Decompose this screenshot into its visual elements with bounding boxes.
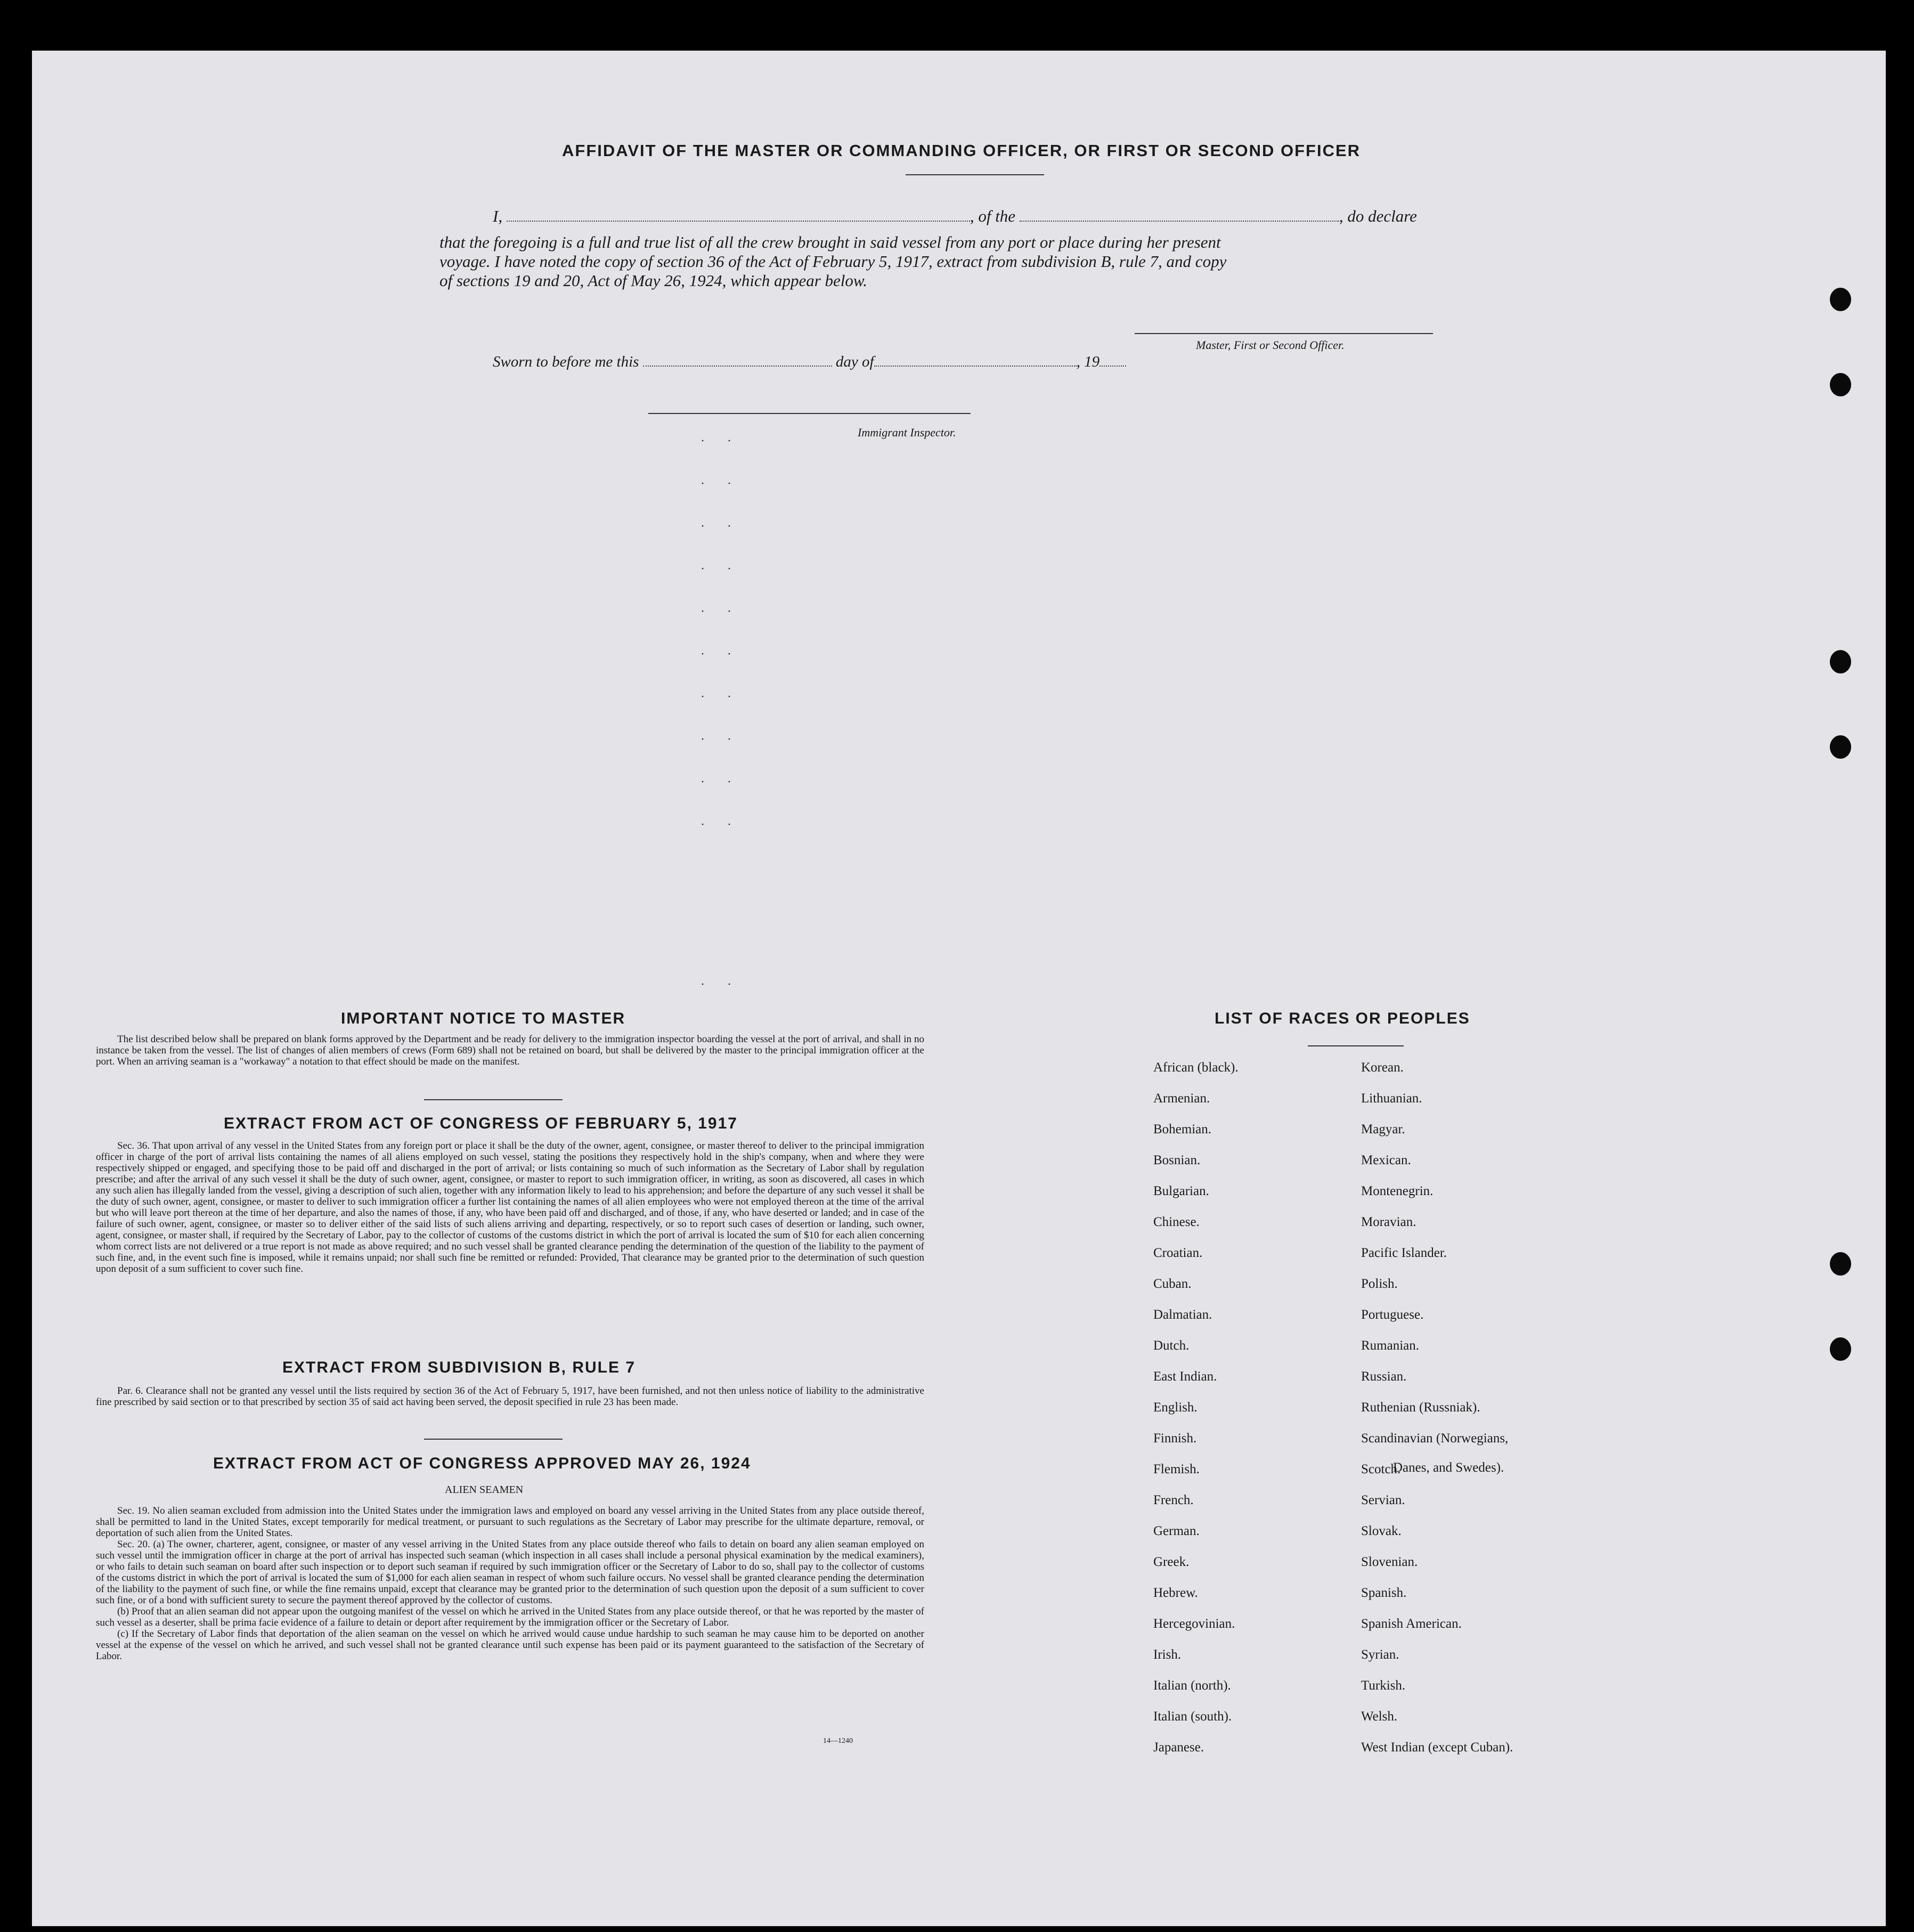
vessel-field[interactable] [1020, 210, 1339, 222]
alien-seamen-subtitle: ALIEN SEAMEN [445, 1484, 524, 1496]
race-item: Moravian. [1361, 1215, 1416, 1229]
column-marks: · · [701, 978, 741, 992]
affidavit-i: I, [493, 207, 503, 225]
race-item: Greek. [1153, 1555, 1190, 1569]
race-item: Cuban. [1153, 1277, 1192, 1291]
extract-1917-text [96, 1140, 924, 1275]
affidavit-line1 [439, 207, 1505, 226]
notice-title: IMPORTANT NOTICE TO MASTER [341, 1010, 626, 1027]
race-item: Bosnian. [1153, 1153, 1201, 1167]
race-item: Slovak. [1361, 1524, 1402, 1538]
races-left-column [1153, 1060, 1366, 1812]
column-marks: · · [701, 690, 741, 704]
race-item: East Indian. [1153, 1369, 1217, 1384]
inspector-signature-line[interactable] [648, 413, 971, 414]
race-item: Rumanian. [1361, 1338, 1420, 1353]
races-title-rule [1308, 1045, 1404, 1046]
race-item: Montenegrin. [1361, 1184, 1434, 1198]
punch-hole [1830, 1337, 1851, 1361]
race-item: Flemish. [1153, 1462, 1200, 1476]
day-of-label: day of [835, 353, 874, 370]
section-rule [424, 1439, 563, 1440]
sworn-year-field[interactable] [1099, 355, 1126, 367]
race-item: French. [1153, 1493, 1194, 1507]
master-signature-line[interactable] [1135, 333, 1433, 334]
affidavit-of-the: , of the [970, 207, 1016, 225]
race-item: Dalmatian. [1153, 1308, 1212, 1322]
race-item: Italian (north). [1153, 1678, 1231, 1693]
column-marks: · · [701, 818, 741, 832]
punch-hole [1830, 650, 1851, 673]
race-item: Turkish. [1361, 1678, 1406, 1693]
race-item: Ruthenian (Russniak). [1361, 1400, 1480, 1415]
race-item: Spanish American. [1361, 1617, 1462, 1631]
inspector-label: Immigrant Inspector. [858, 426, 956, 439]
sec19-paragraph: Sec. 19. No alien seaman excluded from admission into the United States under the immigration laws and employed on board any vessel arriving in the United States from any place outside thereof, shall be permitted to land in the United States, except temporarily for medical treatment, or pursuant to such regulations as the Secretary of Labor may prescribe for the ultimate departure, removal, or deportation of such alien from the United States. [96, 1505, 924, 1539]
race-item: Pacific Islander. [1361, 1246, 1447, 1260]
sworn-line [493, 353, 1126, 371]
master-label: Master, First or Second Officer. [1196, 338, 1345, 352]
race-item: Scandinavian (Norwegians, [1361, 1431, 1509, 1446]
punch-hole [1830, 735, 1851, 759]
race-item: West Indian (except Cuban). [1361, 1740, 1513, 1755]
punch-hole [1830, 373, 1851, 396]
form-number: 14—1240 [823, 1737, 853, 1745]
race-item: Hebrew. [1153, 1586, 1198, 1600]
race-item: Welsh. [1361, 1709, 1398, 1724]
race-item: Dutch. [1153, 1338, 1190, 1353]
column-marks: · · [701, 733, 741, 746]
races-right-column [1361, 1060, 1627, 1812]
race-item: Croatian. [1153, 1246, 1203, 1260]
race-item: Bulgarian. [1153, 1184, 1209, 1198]
column-marks: · · [701, 647, 741, 661]
extract-1924-text [96, 1505, 924, 1662]
document-page [32, 51, 1886, 1926]
sec36-paragraph: Sec. 36. That upon arrival of any vessel in the United States from any foreign port or place it shall be the duty of the owner, agent, consignee, or master thereof to deliver to the principal immigration officer in charge of the port of arrival lists containing the names of all aliens employed on such vessel, stating the positions they respectively hold in the ship's company, when and where they were respectively shipped or engaged, and specifying those to be paid off and discharged in the port of arrival; or lists containing so much of such information as the Secretary of Labor shall by regulation prescribe; and after the arrival of any such vessel it shall be the duty of such owner, agent, consignee, or master to report to such immigration officer, in writing, as soon as discovered, all cases in which any such alien has illegally landed from the vessel, giving a description of such alien, together with any information likely to lead to his apprehension; and before the departure of any such vessel it shall be the duty of such owner, agent, consignee, or master to deliver to such immigration officer a further list containing the names of all alien employees who were not employed thereon at the time of the arrival but who will leave port thereon at the time of her departure, and also the names of those, if any, who have been paid off and discharged, and of those, if any, who have deserted or landed; and in case of the failure of such owner, agent, consignee, or master so to deliver either of the said lists of such aliens arriving and departing, respectively, or so to report such cases of desertion or landing, such owner, agent, consignee, or master shall, if required by the Secretary of Labor, pay to the collector of customs of the customs district in which the port of arrival is located the sum of $10 for each alien concerning whom correct lists are not delivered or a true report is not made as above required; and no such vessel shall be granted clearance pending the determination of the question of the liability to the payment of such fine, and, in the event such fine is imposed, while it remains unpaid; nor shall such fine be remitted or refunded: Provided, That clearance may be granted prior to the determination of such question upon deposit of a sum sufficient to cover such fine. [96, 1140, 924, 1275]
year-label: , 19 [1076, 353, 1100, 370]
races-title: LIST OF RACES OR PEOPLES [1215, 1010, 1470, 1027]
rule7-title: EXTRACT FROM SUBDIVISION B, RULE 7 [282, 1359, 636, 1376]
column-marks: · · [701, 775, 741, 789]
race-item: Hercegovinian. [1153, 1617, 1235, 1631]
affidavit-title-rule [906, 174, 1044, 175]
race-item: Chinese. [1153, 1215, 1200, 1229]
punch-hole [1830, 288, 1851, 311]
column-marks: · · [701, 562, 741, 576]
race-item: Polish. [1361, 1277, 1398, 1291]
race-item: Irish. [1153, 1647, 1182, 1662]
sec20c-paragraph: (c) If the Secretary of Labor finds that deportation of the alien seaman on the vessel on which he arrived would cause undue hardship to such seaman he may cause him to be deported on another vessel at the expense of the vessel on which he arrived, and such vessel shall not be granted clearance until such expense has been paid or its payment guaranteed to the satisfaction of the Secretary of Labor. [96, 1628, 924, 1662]
notice-paragraph: The list described below shall be prepared on blank forms approved by the Department and be ready for delivery to the immigration inspector boarding the vessel at the port of arrival, and shall in no instance be taken from the vessel. The list of changes of alien members of crews (Form 689) shall not be retained on board, but shall be delivered by the master to the principal immigration officer at the port. When an arriving seaman is a "workaway" a notation to that effect should be made on the manifest. [96, 1034, 924, 1067]
column-marks: · · [701, 477, 741, 491]
race-item: Slovenian. [1361, 1555, 1418, 1569]
race-item: German. [1153, 1524, 1200, 1538]
race-item: Armenian. [1153, 1091, 1210, 1106]
race-item: African (black). [1153, 1060, 1239, 1075]
race-item: Portuguese. [1361, 1308, 1424, 1322]
column-marks: · · [701, 519, 741, 533]
race-item: Italian (south). [1153, 1709, 1232, 1724]
race-item: Japanese. [1153, 1740, 1204, 1755]
race-scandinavian-continued: Danes, and Swedes). [1393, 1460, 1504, 1475]
notice-text [96, 1034, 924, 1067]
race-item: Scotch. [1361, 1462, 1401, 1476]
race-item: Servian. [1361, 1493, 1405, 1507]
race-item: Mexican. [1361, 1153, 1411, 1167]
column-marks: · · [701, 434, 741, 448]
affidavit-line4: of sections 19 and 20, Act of May 26, 1924, which appear below. [439, 271, 868, 290]
rule7-text [96, 1385, 924, 1408]
race-item: English. [1153, 1400, 1198, 1415]
sworn-label: Sworn to before me this [493, 353, 639, 370]
race-item: Spanish. [1361, 1586, 1407, 1600]
race-item: Finnish. [1153, 1431, 1197, 1446]
race-item: Korean. [1361, 1060, 1404, 1075]
race-item: Magyar. [1361, 1122, 1405, 1137]
race-item: Russian. [1361, 1369, 1407, 1384]
race-item: Lithuanian. [1361, 1091, 1422, 1106]
extract-1924-title: EXTRACT FROM ACT OF CONGRESS APPROVED MAY 26, 1924 [213, 1455, 751, 1472]
sec20a-paragraph: Sec. 20. (a) The owner, charterer, agent, consignee, or master of any vessel arriving in the United States from any place outside thereof who fails to detain on board any alien seaman employed on such vessel until the immigration officer in charge at the port of arrival has inspected such seaman (which inspection in all cases shall include a personal physical examination by the medical examiners), or who fails to detain such seaman on board after such inspection or to deport such seaman if required by such immigration officer or the Secretary of Labor to do so, shall pay to the collector of customs of the customs district in which the port of arrival is located the sum of $1,000 for each alien seaman in respect of whom such failure occurs. No vessel shall be granted clearance pending the determination of the liability to the payment of such fine, or while the fine remains unpaid, except that clearance may be granted prior to the determination of such question upon the deposit of a sum sufficient to cover such fine, or of a bond with sufficient surety to secure the payment thereof approved by the collector of customs. [96, 1539, 924, 1606]
race-item: Bohemian. [1153, 1122, 1212, 1137]
affidavit-line2: that the foregoing is a full and true list of all the crew brought in said vessel from any port or place during her present [439, 233, 1221, 251]
affidavit-title: AFFIDAVIT OF THE MASTER OR COMMANDING OFFICER, OR FIRST OR SECOND OFFICER [562, 141, 1361, 160]
sec20b-paragraph: (b) Proof that an alien seaman did not appear upon the outgoing manifest of the vessel on which he arrived in the United States from any place outside thereof, or that he was reported by the master of such vessel as a deserter, shall be prima facie evidence of a failure to detain or deport after requirement by the immigration officer or the Secretary of Labor. [96, 1606, 924, 1628]
par6-paragraph: Par. 6. Clearance shall not be granted any vessel until the lists required by section 36 of the Act of February 5, 1917, have been furnished, and not then unless notice of liability to the administrative fine prescribed by said section or to that prescribed by section 35 of said act having been served, the deposit specified in rule 23 has been made. [96, 1385, 924, 1408]
race-item: Syrian. [1361, 1647, 1399, 1662]
sworn-month-field[interactable] [874, 355, 1077, 367]
name-field[interactable] [507, 210, 970, 222]
column-marks: · · [701, 605, 741, 619]
extract-1917-title: EXTRACT FROM ACT OF CONGRESS OF FEBRUARY 5, 1917 [224, 1115, 738, 1132]
section-rule [424, 1099, 563, 1100]
sworn-day-field[interactable] [643, 355, 832, 367]
punch-hole [1830, 1252, 1851, 1276]
affidavit-do-declare: , do declare [1339, 207, 1417, 225]
affidavit-line3: voyage. I have noted the copy of section 36 of the Act of February 5, 1917, extract from subdivision B, rule 7, and copy [439, 252, 1227, 271]
